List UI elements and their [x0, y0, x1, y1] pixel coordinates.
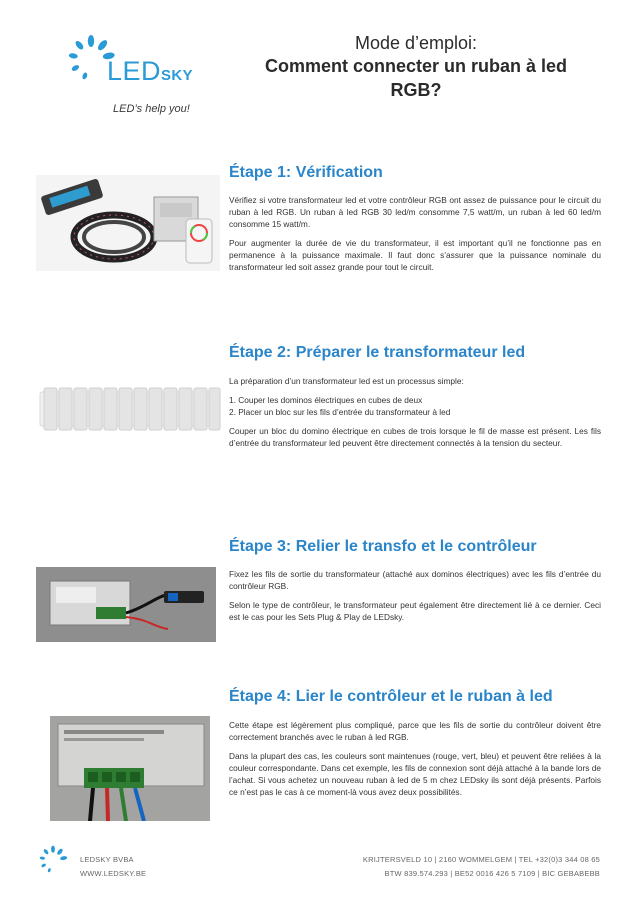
step-3-paragraph: Fixez les fils de sortie du transformateur (attaché aux dominos électriques) avec les fils d’entrée du contrôleur RGB. — [229, 569, 601, 591]
footer-website[interactable]: WWW.LEDSKY.BE — [80, 869, 147, 878]
step-2-paragraph: Couper un bloc du domino électrique en cubes de trois lorsque le fil de masse est présent. Les fils d’entrée du transformateur led peuvent être directement connectés à la tension du secteur. — [229, 426, 601, 448]
title-line-2b: RGB? — [390, 80, 442, 100]
step-1-paragraph: Vérifiez si votre transformateur led et votre contrôleur RGB ont assez de puissance pour le circuit du ruban à led RGB. Un ruban à led RGB 30 led/m consomme 7,5 watt/m, un ruban à led 60 led/m consomme 15 watt/m. — [229, 195, 601, 229]
step-4-text — [229, 719, 601, 805]
footer-address: KRIJTERSVELD 10 | 2160 WOMMELGEM | TEL +32(0)3 344 08 65 — [362, 855, 600, 864]
footer-company: LEDSKY BVBA — [80, 855, 134, 864]
step-2-text — [229, 375, 601, 456]
step-2-list-item: 1. Couper les dominos électriques en cubes de deux — [229, 395, 423, 405]
step-1-text — [229, 194, 601, 280]
ledsky-logo-text — [107, 58, 193, 85]
controller-wiring-photo — [50, 716, 210, 821]
step-1-paragraph: Pour augmenter la durée de vie du transformateur, il est important qu’il ne fonctionne pas en permanence à la puissance maximale. Il faut donc s’assurer que la puissance nominale du transformateur led soit assez grande pour tout le circuit. — [229, 238, 601, 272]
step-4-paragraph: Dans la plupart des cas, les couleurs sont maintenues (rouge, vert, bleu) et peuvent être reliées à la couleur correspondante. Dans cet exemple, les fils de connexion sont déjà attaché à la bande lors de l’achat. Si vous achetez un nouveau ruban à led de 5 m chez LEDsky ils sont déjà présents. Parfois ce n’est pas le cas à ce moment-là vous avez deux possibilités. — [229, 751, 601, 797]
title-line-2 — [240, 54, 592, 102]
step-4-paragraph: Cette étape est légèrement plus compliqué, parce que les fils de sortie du contrôleur doivent être correctement branchés avec le ruban à led RGB. — [229, 720, 601, 742]
terminal-block-photo — [36, 380, 224, 438]
page-title — [240, 32, 592, 102]
led-strip-controller-photo — [36, 175, 220, 271]
logo-tagline: LED’s help you! — [113, 103, 190, 115]
title-line-2a: Comment connecter un ruban à led — [264, 56, 568, 76]
step-4-title: Étape 4: Lier le contrôleur et le ruban à led — [229, 688, 553, 705]
logo-led: LED — [107, 56, 162, 86]
footer-logo-mark — [38, 845, 68, 875]
step-3-title: Étape 3: Relier le transfo et le contrôleur — [229, 538, 537, 555]
step-2-paragraph: La préparation d’un transformateur led est un processus simple: — [229, 376, 464, 386]
step-3-text — [229, 568, 601, 630]
step-1-title: Étape 1: Vérification — [229, 164, 383, 181]
logo-sky: SKY — [161, 67, 193, 84]
title-line-1: Mode d’emploi: — [354, 33, 478, 53]
step-2-title: Étape 2: Préparer le transformateur led — [229, 344, 526, 361]
footer-bank-details: BTW 839.574.293 | BE52 0016 426 5 7109 | BIC GEBABEBB — [384, 869, 600, 878]
step-3-paragraph: Selon le type de contrôleur, le transformateur peut également être directement lié à ce dernier. Ceci est le cas pour les Sets Plug & Play de LEDsky. — [229, 600, 601, 622]
transformer-controller-photo — [36, 567, 216, 642]
step-2-list-item: 2. Placer un bloc sur les fils d’entrée du transformateur à led — [229, 407, 451, 417]
